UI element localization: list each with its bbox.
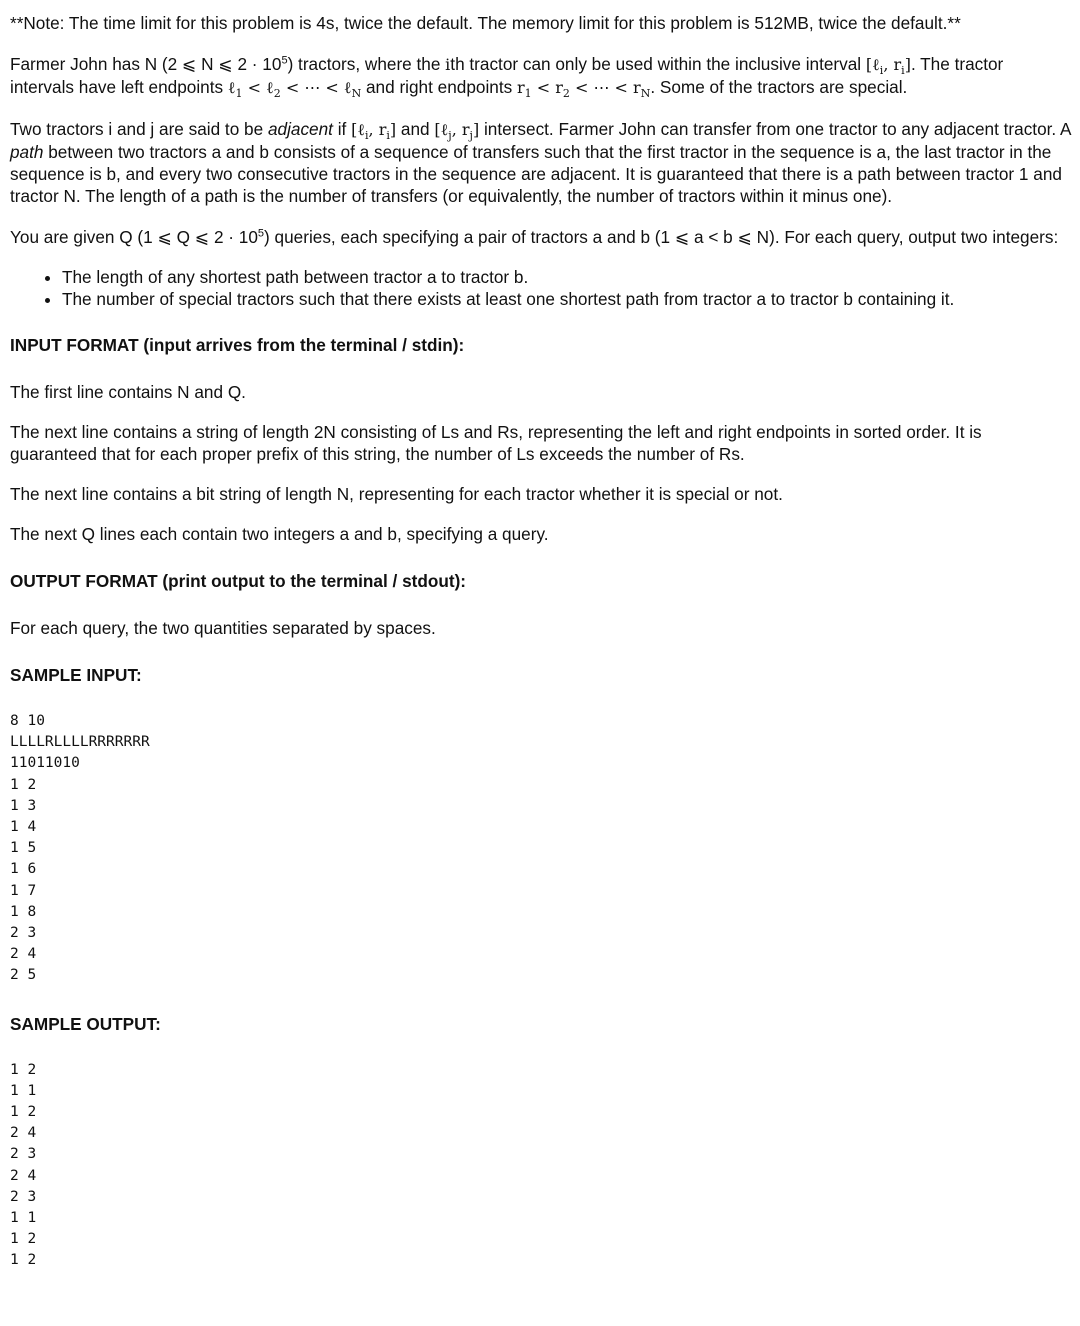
adj-text-3: and (396, 119, 435, 139)
right-seq-1: r (516, 78, 525, 97)
output-format-text: For each query, the two quantities separated by spaces. (10, 618, 436, 638)
adj-text-1: Two tractors i and j are said to be (10, 119, 268, 139)
interval-j-sub: j (448, 129, 452, 143)
intro-paragraph (10, 53, 1072, 99)
sample-output-heading: SAMPLE OUTPUT: (10, 1013, 161, 1034)
interval-close: ] (904, 55, 911, 74)
adj-text-2: if (332, 119, 352, 139)
adjacency-paragraph (10, 118, 1072, 207)
interval-j-open: [ℓ (434, 120, 449, 139)
adj-text-5: between two tractors a and b consists of a sequence of transfers such that the first tractor in the sequence is a, the last tractor in the sequence is b, and every two consecutive tractors in the sequence are adjacent. It is guaranteed that there is a path between tractor 1 and tractor N. The length of a path is the number of transfers (or equivalently, the number of tractors within it minus one). (10, 142, 1062, 206)
list-item: • The number of special tractors such that there exists at least one shortest path from tractor a to tractor b containing it. (62, 288, 1072, 310)
interval-i-mid: , r (368, 120, 387, 139)
left-seq-1: ℓ (227, 78, 236, 97)
interval-i (351, 120, 397, 143)
interval-notation (865, 55, 911, 78)
interval-i-sub-2: i (386, 129, 390, 143)
interval-j-mid: , r (451, 120, 470, 139)
intro-text-5: and right endpoints (361, 77, 517, 97)
intro-text-1: Farmer John has N (2 ⩽ N ⩽ 2 · 10 (10, 54, 282, 74)
output-requirements-list (10, 266, 1072, 310)
right-seq-2: < r (531, 78, 563, 97)
interval-j-close: ] (472, 120, 480, 139)
intro-index-i: i (445, 55, 451, 74)
list-item: • The length of any shortest path between tractor a to tractor b. (62, 266, 1072, 288)
problem-statement (10, 12, 1072, 1298)
output-format-heading: OUTPUT FORMAT (print output to the terminal / stdout): (10, 571, 467, 591)
note-paragraph: **Note: The time limit for this problem is 4s, twice the default. The memory limit for this problem is 512MB, twice the default.** (10, 13, 961, 33)
queries-text-2: ) queries, each specifying a pair of tractors a and b (1 ⩽ a < b ⩽ N). For each query, output two integers: (264, 227, 1059, 247)
left-seq-sub-2: 2 (273, 87, 281, 101)
sample-output-code: 1 2 1 1 1 2 2 4 2 3 2 4 2 3 1 1 1 2 1 2 (10, 1061, 37, 1269)
intro-text-3: th tractor can only be used within the inclusive interval (450, 54, 866, 74)
left-seq-3: < ⋯ < ℓ (280, 78, 352, 97)
input-format-heading: INPUT FORMAT (input arrives from the terminal / stdin): (10, 335, 465, 355)
path-term: path (10, 142, 44, 162)
interval-mid: , r (883, 55, 902, 74)
interval-sub-2: i (901, 64, 905, 78)
left-seq-sub-3: N (351, 87, 362, 101)
intro-text-2: ) tractors, where the (287, 54, 446, 74)
intro-text-6: . Some of the tractors are special. (650, 77, 908, 97)
queries-text-1: You are given Q (1 ⩽ Q ⩽ 2 · 10 (10, 227, 258, 247)
adj-text-4: intersect. Farmer John can transfer from one tractor to any adjacent tractor. A (479, 119, 1071, 139)
right-seq-sub-2: 2 (562, 87, 570, 101)
input-format-line: The next line contains a string of length 2N consisting of Ls and Rs, representing the left and right endpoints in sorted order. It is guaranteed that for each proper prefix of this string, the number of Ls exceeds the number of Rs. (10, 422, 982, 464)
intro-exponent: 5 (281, 54, 288, 67)
input-format-line: The next line contains a bit string of length N, representing for each tractor whether it is special or not. (10, 484, 783, 504)
intro-text-4: . The tractor intervals have left endpoints (10, 54, 1004, 97)
left-seq-2: < ℓ (242, 78, 274, 97)
interval-i-close: ] (389, 120, 397, 139)
right-seq-3: < ⋯ < r (569, 78, 641, 97)
right-endpoint-sequence (516, 78, 651, 101)
left-seq-sub-1: 1 (235, 87, 243, 101)
right-seq-sub-1: 1 (524, 87, 532, 101)
interval-sub-1: i (879, 64, 884, 78)
interval-j-sub-2: j (469, 129, 473, 143)
right-seq-sub-3: N (640, 87, 651, 101)
sample-input-code: 8 10 LLLLRLLLLRRRRRRR 11011010 1 2 1 3 1 4 1 5 1 6 1 7 1 8 2 3 2 4 2 5 (10, 713, 150, 984)
interval-i-sub: i (365, 129, 369, 143)
queries-paragraph (10, 226, 1072, 248)
input-format-line: The first line contains N and Q. (10, 382, 246, 402)
interval-open: [ℓ (865, 55, 880, 74)
left-endpoint-sequence (227, 78, 362, 101)
input-format-line: The next Q lines each contain two integers a and b, specifying a query. (10, 524, 549, 544)
interval-j (434, 120, 480, 143)
adjacent-term: adjacent (267, 119, 333, 139)
queries-exponent: 5 (257, 227, 265, 240)
sample-input-heading: SAMPLE INPUT: (10, 665, 142, 685)
interval-i-open: [ℓ (351, 120, 365, 139)
